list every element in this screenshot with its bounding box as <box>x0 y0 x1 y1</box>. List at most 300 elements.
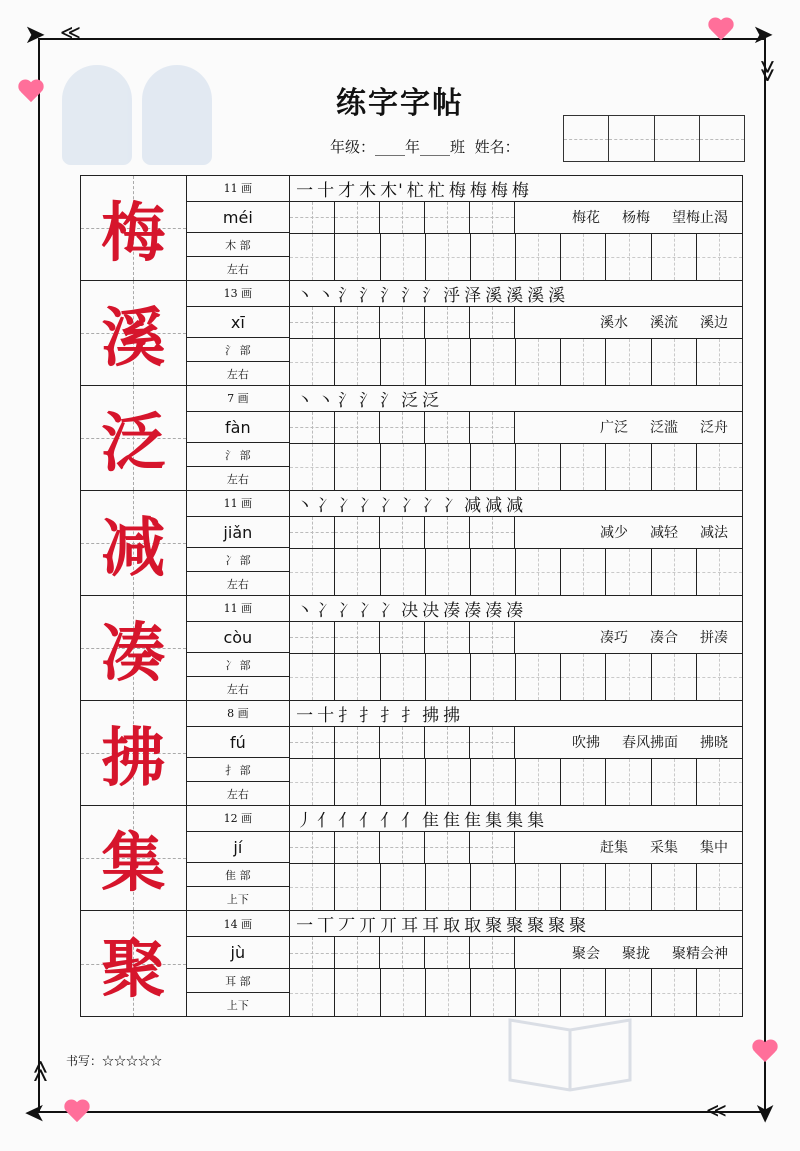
writing-cell[interactable] <box>697 339 742 385</box>
stroke-step: 一 <box>296 706 315 726</box>
writing-cell[interactable] <box>335 234 380 280</box>
writing-cell[interactable] <box>290 727 335 758</box>
writing-cell[interactable] <box>470 412 515 443</box>
writing-cell[interactable] <box>471 759 516 805</box>
stroke-order <box>290 806 742 832</box>
writing-cell[interactable] <box>470 622 515 653</box>
stroke-step: 泛 <box>401 391 420 411</box>
stroke-step: 丶 <box>317 286 336 306</box>
stroke-step: 冫 <box>338 601 357 621</box>
example-word: 凑巧 <box>600 630 628 647</box>
radical: 冫 部 <box>187 548 290 572</box>
stroke-step: 耳 <box>401 916 420 936</box>
writing-cell[interactable] <box>335 444 380 490</box>
writing-cell[interactable] <box>335 727 380 758</box>
writing-cell[interactable] <box>425 202 470 233</box>
writing-cell[interactable] <box>381 864 426 910</box>
stroke-step: 才 <box>338 181 357 201</box>
writing-cell[interactable] <box>290 622 335 653</box>
pinyin: fàn <box>187 412 290 444</box>
writing-cell[interactable] <box>290 307 335 338</box>
stroke-step: 泽 <box>464 286 483 306</box>
writing-cell[interactable] <box>697 654 742 700</box>
writing-cell[interactable] <box>471 444 516 490</box>
tian-grid-row <box>290 654 742 700</box>
writing-cell[interactable] <box>652 339 697 385</box>
stroke-step: 减 <box>485 496 504 516</box>
chevron-icon: ≪ <box>60 20 81 44</box>
writing-cell[interactable] <box>425 412 470 443</box>
example-word: 溪边 <box>700 315 728 332</box>
stroke-step: 杧 <box>406 181 425 201</box>
writing-cell[interactable] <box>290 517 335 548</box>
writing-cell[interactable] <box>380 412 425 443</box>
writing-cell[interactable] <box>335 969 380 1016</box>
writing-cell[interactable] <box>516 864 561 910</box>
writing-cell[interactable] <box>381 654 426 700</box>
example-word: 梅花 <box>572 210 600 227</box>
stroke-step: 丿 <box>296 811 315 831</box>
writing-cell[interactable] <box>470 937 515 968</box>
stroke-count: 7 画 <box>187 386 290 412</box>
writing-cell[interactable] <box>426 864 471 910</box>
writing-cell[interactable] <box>471 969 516 1016</box>
writing-cell[interactable] <box>381 549 426 595</box>
example-word: 聚拢 <box>622 945 650 962</box>
writing-cell[interactable] <box>380 307 425 338</box>
stroke-step: 十 <box>317 706 336 726</box>
example-words <box>516 307 742 338</box>
stroke-order <box>290 701 742 727</box>
writing-cell[interactable] <box>426 339 471 385</box>
writing-cell[interactable] <box>652 549 697 595</box>
writing-cell[interactable] <box>606 759 651 805</box>
radical: 氵 部 <box>187 338 290 362</box>
stroke-step: 木 <box>359 181 378 201</box>
tian-grid-row <box>290 549 742 595</box>
writing-cell[interactable] <box>561 864 606 910</box>
writing-cell[interactable] <box>470 727 515 758</box>
writing-cell[interactable] <box>425 832 470 863</box>
example-words <box>516 727 742 758</box>
heart-icon <box>64 1100 90 1126</box>
stroke-step: 丌 <box>359 916 378 936</box>
character-info <box>187 806 291 910</box>
writing-cell[interactable] <box>426 444 471 490</box>
stroke-step: 扌 <box>380 706 399 726</box>
writing-cell[interactable] <box>381 339 426 385</box>
stroke-step: 一 <box>296 916 315 936</box>
writing-cell[interactable] <box>335 517 380 548</box>
character-block <box>81 491 742 596</box>
stroke-step: 梅 <box>490 181 509 201</box>
stroke-step: 一 <box>296 181 315 201</box>
example-word: 春风拂面 <box>622 735 678 752</box>
practice-table <box>80 175 743 1017</box>
stroke-step: 氵 <box>380 391 399 411</box>
writing-cell[interactable] <box>471 339 516 385</box>
writing-cell[interactable] <box>290 339 335 385</box>
tian-grid-row <box>290 864 742 910</box>
writing-cell[interactable] <box>561 549 606 595</box>
writing-cell[interactable] <box>471 864 516 910</box>
writing-cell[interactable] <box>516 549 561 595</box>
stroke-step: 拂 <box>422 706 441 726</box>
example-word: 减法 <box>700 525 728 542</box>
writing-cell[interactable] <box>335 339 380 385</box>
writing-cell[interactable] <box>290 969 335 1016</box>
stroke-step: 减 <box>464 496 483 516</box>
example-word: 望梅止渴 <box>672 210 728 227</box>
writing-cell[interactable] <box>606 339 651 385</box>
stroke-step: 冫 <box>317 601 336 621</box>
practice-area <box>290 701 742 805</box>
stroke-step: 丶 <box>296 286 315 306</box>
writing-cell[interactable] <box>426 234 471 280</box>
stroke-step: 决 <box>401 601 420 621</box>
writing-cell[interactable] <box>516 759 561 805</box>
model-character: 凑 <box>81 596 187 700</box>
character-block <box>81 596 742 701</box>
stroke-step: 丶 <box>317 391 336 411</box>
stroke-step: 亻 <box>401 811 420 831</box>
stroke-step: 丶 <box>296 601 315 621</box>
character-block <box>81 176 742 281</box>
writing-cell[interactable] <box>561 654 606 700</box>
writing-cell[interactable] <box>470 202 515 233</box>
writing-cell[interactable] <box>381 234 426 280</box>
stroke-step: 取 <box>443 916 462 936</box>
character-info <box>187 491 291 595</box>
writing-cell[interactable] <box>380 937 425 968</box>
writing-cell[interactable] <box>425 727 470 758</box>
stroke-step: 耳 <box>422 916 441 936</box>
writing-cell[interactable] <box>697 549 742 595</box>
writing-cell[interactable] <box>335 307 380 338</box>
writing-cell[interactable] <box>380 517 425 548</box>
writing-cell[interactable] <box>335 937 380 968</box>
writing-cell[interactable] <box>290 937 335 968</box>
writing-cell[interactable] <box>470 832 515 863</box>
practice-area <box>290 491 742 595</box>
word-row <box>290 517 742 549</box>
writing-cell[interactable] <box>335 202 380 233</box>
writing-cell[interactable] <box>606 969 651 1016</box>
writing-cell[interactable] <box>335 412 380 443</box>
writing-cell[interactable] <box>561 759 606 805</box>
pinyin: jí <box>187 832 290 864</box>
chevron-down-icon: ≫ <box>754 59 780 83</box>
stroke-step: 凑 <box>506 601 525 621</box>
stroke-step: 隹 <box>443 811 462 831</box>
writing-cell[interactable] <box>426 549 471 595</box>
pinyin: méi <box>187 202 290 234</box>
stroke-step: 隹 <box>464 811 483 831</box>
stroke-step: 十 <box>317 181 336 201</box>
example-word: 聚精会神 <box>672 945 728 962</box>
stroke-step: 凑 <box>443 601 462 621</box>
word-row <box>290 937 742 969</box>
writing-cell[interactable] <box>290 654 335 700</box>
writing-cell[interactable] <box>425 307 470 338</box>
writing-cell[interactable] <box>561 969 606 1016</box>
stroke-step: 凑 <box>485 601 504 621</box>
model-character: 集 <box>81 806 187 910</box>
writing-cell[interactable] <box>516 654 561 700</box>
structure: 左右 <box>226 472 249 486</box>
example-words <box>516 412 742 443</box>
writing-cell[interactable] <box>290 549 335 595</box>
stroke-step: 凑 <box>464 601 483 621</box>
stroke-order <box>290 491 742 517</box>
stroke-step: 丆 <box>338 916 357 936</box>
arrow-down-icon: ➤ <box>749 1102 780 1124</box>
example-word: 广泛 <box>600 420 628 437</box>
stroke-count: 13 画 <box>187 281 290 307</box>
stroke-count: 8 画 <box>187 701 290 727</box>
writing-cell[interactable] <box>381 444 426 490</box>
stroke-step: 决 <box>422 601 441 621</box>
stroke-step: 隹 <box>422 811 441 831</box>
stroke-step: 木' <box>380 181 404 201</box>
writing-cell[interactable] <box>606 444 651 490</box>
writing-cell[interactable] <box>652 969 697 1016</box>
writing-cell[interactable] <box>425 622 470 653</box>
writing-cell[interactable] <box>516 444 561 490</box>
example-word: 凑合 <box>650 630 678 647</box>
example-words <box>516 517 742 548</box>
stroke-step: 泛 <box>422 391 441 411</box>
arrow-left-bottom-icon: ➤ <box>24 1098 46 1128</box>
writing-cell[interactable] <box>697 969 742 1016</box>
stroke-step: 集 <box>527 811 546 831</box>
tian-grid-row <box>290 759 742 805</box>
stroke-step: 取 <box>464 916 483 936</box>
stroke-step: 扌 <box>401 706 420 726</box>
writing-cell[interactable] <box>335 622 380 653</box>
writing-cell[interactable] <box>471 549 516 595</box>
writing-cell[interactable] <box>697 444 742 490</box>
stroke-step: 亻 <box>359 811 378 831</box>
structure: 上下 <box>226 892 249 906</box>
model-character: 泛 <box>81 386 187 490</box>
stroke-step: 梅 <box>448 181 467 201</box>
stroke-step: 拂 <box>443 706 462 726</box>
stroke-step: 氵 <box>359 286 378 306</box>
model-character: 聚 <box>81 911 187 1016</box>
radical: 氵 部 <box>187 443 290 467</box>
stroke-step: 冫 <box>317 496 336 516</box>
writing-cell[interactable] <box>335 832 380 863</box>
writing-cell[interactable] <box>697 864 742 910</box>
writing-cell[interactable] <box>380 832 425 863</box>
stroke-step: 泘 <box>443 286 462 306</box>
stroke-step: 扌 <box>359 706 378 726</box>
stroke-step: 溪 <box>548 286 567 306</box>
stroke-step: 聚 <box>527 916 546 936</box>
writing-cell[interactable] <box>561 444 606 490</box>
arrow-right-icon: ➤ <box>752 20 774 50</box>
writing-cell[interactable] <box>652 234 697 280</box>
radical: 木 部 <box>187 233 290 257</box>
radical: 冫 部 <box>187 653 290 677</box>
stroke-step: 氵 <box>359 391 378 411</box>
radical: 扌 部 <box>187 758 290 782</box>
stroke-step: 丅 <box>317 916 336 936</box>
writing-cell[interactable] <box>380 202 425 233</box>
writing-cell[interactable] <box>290 759 335 805</box>
stroke-step: 氵 <box>338 391 357 411</box>
stroke-step: 冫 <box>380 601 399 621</box>
example-word: 减少 <box>600 525 628 542</box>
writing-cell[interactable] <box>516 234 561 280</box>
word-row <box>290 832 742 864</box>
grade-class-name-label: 年级：____年____班 姓名： <box>330 138 520 156</box>
stroke-count: 11 画 <box>187 491 290 517</box>
writing-cell[interactable] <box>381 969 426 1016</box>
example-words <box>516 202 742 233</box>
stroke-step: 聚 <box>485 916 504 936</box>
structure: 左右 <box>226 367 249 381</box>
radical: 耳 部 <box>187 969 290 993</box>
word-row <box>290 202 742 234</box>
stroke-order <box>290 176 742 202</box>
writing-cell[interactable] <box>335 549 380 595</box>
stroke-step: 减 <box>506 496 525 516</box>
writing-cell[interactable] <box>470 517 515 548</box>
example-words <box>516 937 742 968</box>
stroke-step: 亻 <box>317 811 336 831</box>
stroke-order <box>290 281 742 307</box>
stroke-step: 亻 <box>380 811 399 831</box>
structure: 左右 <box>226 682 249 696</box>
tian-grid-row <box>290 969 742 1016</box>
writing-cell[interactable] <box>561 339 606 385</box>
example-word: 聚会 <box>572 945 600 962</box>
pinyin: jiǎn <box>187 517 290 549</box>
word-row <box>290 412 742 444</box>
stroke-step: 冫 <box>359 496 378 516</box>
stroke-step: 氵 <box>380 286 399 306</box>
stroke-step: 氵 <box>401 286 420 306</box>
writing-rating: 书写：☆☆☆☆☆ <box>66 1054 163 1068</box>
writing-cell[interactable] <box>426 969 471 1016</box>
writing-cell[interactable] <box>290 234 335 280</box>
writing-cell[interactable] <box>290 444 335 490</box>
example-word: 拂晓 <box>700 735 728 752</box>
writing-cell[interactable] <box>697 234 742 280</box>
writing-cell[interactable] <box>380 622 425 653</box>
writing-cell[interactable] <box>652 864 697 910</box>
character-block <box>81 701 742 806</box>
character-info <box>187 281 291 385</box>
pinyin: fú <box>187 727 290 759</box>
heart-icon <box>752 1040 778 1066</box>
writing-cell[interactable] <box>652 654 697 700</box>
writing-cell[interactable] <box>697 759 742 805</box>
writing-cell[interactable] <box>335 654 380 700</box>
stroke-step: 丶 <box>296 391 315 411</box>
character-block <box>81 911 742 1016</box>
tian-grid-row <box>290 234 742 280</box>
character-info <box>187 386 291 490</box>
stroke-step: 杧 <box>427 181 446 201</box>
example-word: 溪流 <box>650 315 678 332</box>
writing-cell[interactable] <box>471 234 516 280</box>
writing-cell[interactable] <box>290 412 335 443</box>
stroke-step: 冫 <box>422 496 441 516</box>
writing-cell[interactable] <box>290 832 335 863</box>
writing-cell[interactable] <box>426 654 471 700</box>
radical: 隹 部 <box>187 863 290 887</box>
stroke-order <box>290 596 742 622</box>
writing-cell[interactable] <box>652 444 697 490</box>
writing-cell[interactable] <box>290 202 335 233</box>
writing-cell[interactable] <box>470 307 515 338</box>
structure: 上下 <box>226 998 249 1012</box>
name-input-boxes[interactable] <box>563 115 745 162</box>
pinyin: jù <box>187 937 290 969</box>
pinyin: còu <box>187 622 290 654</box>
writing-cell[interactable] <box>652 759 697 805</box>
structure: 左右 <box>226 262 249 276</box>
writing-cell[interactable] <box>471 654 516 700</box>
pinyin: xī <box>187 307 290 339</box>
example-word: 集中 <box>700 840 728 857</box>
writing-cell[interactable] <box>425 517 470 548</box>
stroke-step: 冫 <box>380 496 399 516</box>
example-word: 泛滥 <box>650 420 678 437</box>
writing-cell[interactable] <box>380 727 425 758</box>
character-block <box>81 281 742 386</box>
character-block <box>81 386 742 491</box>
stroke-step: 梅 <box>469 181 488 201</box>
writing-cell[interactable] <box>516 339 561 385</box>
example-word: 赶集 <box>600 840 628 857</box>
character-info <box>187 176 291 280</box>
practice-area <box>290 596 742 700</box>
stroke-step: 冫 <box>359 601 378 621</box>
writing-cell[interactable] <box>426 759 471 805</box>
word-row <box>290 307 742 339</box>
arrow-left-icon: ➤ <box>24 20 46 50</box>
writing-cell[interactable] <box>335 759 380 805</box>
model-character: 梅 <box>81 176 187 280</box>
stroke-step: 溪 <box>506 286 525 306</box>
stroke-step: 集 <box>506 811 525 831</box>
writing-cell[interactable] <box>381 759 426 805</box>
writing-cell[interactable] <box>606 654 651 700</box>
stroke-step: 聚 <box>569 916 588 936</box>
character-info <box>187 911 291 1016</box>
example-words <box>516 622 742 653</box>
stroke-step: 集 <box>485 811 504 831</box>
writing-cell[interactable] <box>335 864 380 910</box>
character-info <box>187 701 291 805</box>
writing-cell[interactable] <box>425 937 470 968</box>
model-character: 溪 <box>81 281 187 385</box>
writing-cell[interactable] <box>606 549 651 595</box>
writing-cell[interactable] <box>516 969 561 1016</box>
writing-cell[interactable] <box>606 234 651 280</box>
character-info <box>187 596 291 700</box>
writing-cell[interactable] <box>561 234 606 280</box>
writing-cell[interactable] <box>606 864 651 910</box>
writing-cell[interactable] <box>290 864 335 910</box>
stroke-step: 梅 <box>511 181 530 201</box>
practice-area <box>290 281 742 385</box>
stroke-count: 11 画 <box>187 596 290 622</box>
